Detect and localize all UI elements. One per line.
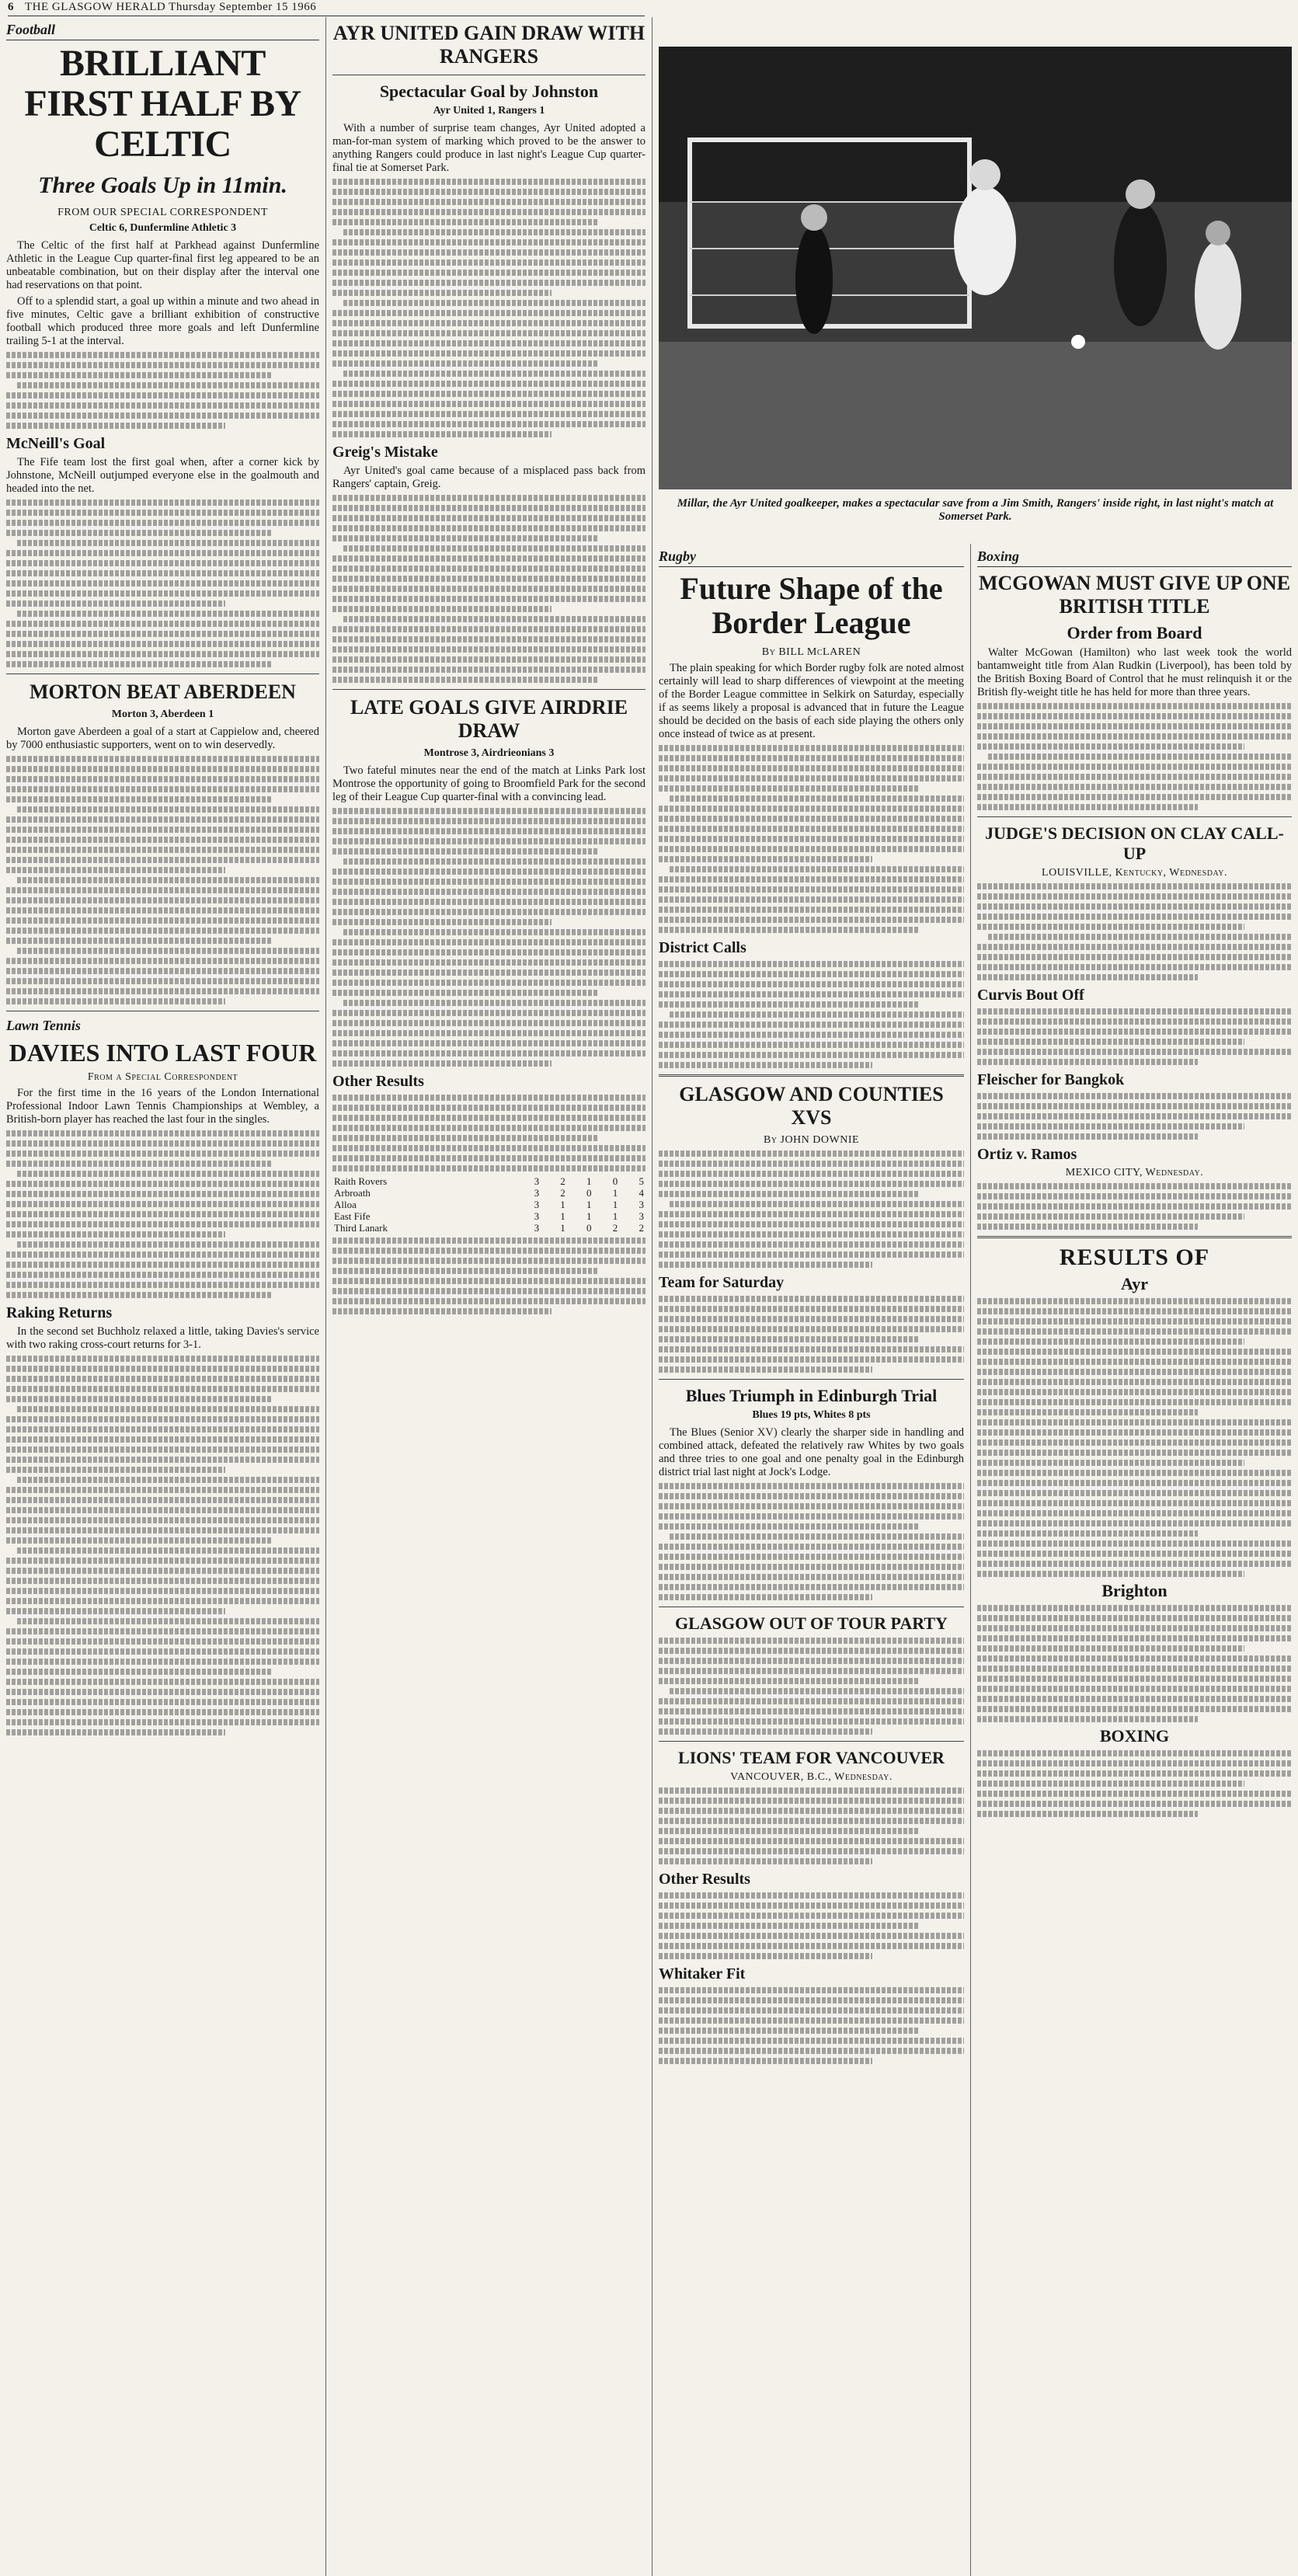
- headline-glasgow-counties: GLASGOW AND COUNTIES XVS: [679, 1083, 944, 1129]
- subhead-district-calls: District Calls: [659, 939, 746, 956]
- table-row: Alloa 3 1 1 1 3: [334, 1199, 644, 1210]
- subhead-team-saturday: Team for Saturday: [659, 1274, 785, 1291]
- headline-border-league: Future Shape of the Border League: [680, 571, 943, 640]
- subhead-mcneill: McNeill's Goal: [6, 435, 106, 452]
- article-celtic-p1: The Celtic of the first half at Parkhead against Dunfermline Athletic in the League Cup quarter-final first leg appeared to be an unbeatable combination, but on their display after the interval one had reservations on that point.: [6, 239, 319, 291]
- headline-ayr-united: AYR UNITED GAIN DRAW WITH RANGERS: [332, 22, 646, 68]
- subhead-curvis: Curvis Bout Off: [977, 987, 1084, 1004]
- section-rugby: Rugby: [659, 548, 964, 567]
- headline-blues-triumph: Blues Triumph in Edinburgh Trial: [685, 1386, 938, 1405]
- article-ayr: With a number of surprise team changes, Ayr United adopted a man-for-man system of marking which proved to be the answer to anything Rangers could produce in last night's League Cup quarter-final tie at Somerset Park.: [332, 122, 646, 174]
- article-mcgowan: Walter McGowan (Hamilton) who last week took the world bantamweight title from Alan Rudkin (Liverpool), has been told by the British Boxing Board of Control that he must relinquish it or the British fly-weight title he has held for more than three years.: [977, 646, 1292, 698]
- dateline-vancouver: VANCOUVER, B.C., Wednesday.: [730, 1771, 893, 1783]
- subhead-whitaker: Whitaker Fit: [659, 1965, 746, 1982]
- headline-morton: MORTON BEAT ABERDEEN: [30, 681, 296, 703]
- article-mcneill: The Fife team lost the first goal when, after a corner kick by Johnstone, McNeill outjumped everyone else in the goalmouth and headed into the net.: [6, 456, 319, 495]
- headline-glasgow-out: GLASGOW OUT OF TOUR PARTY: [675, 1613, 948, 1633]
- section-football: Football: [6, 22, 319, 40]
- headline-spectacular-goal: Spectacular Goal by Johnston: [379, 82, 599, 101]
- subhead-other-results-football: Other Results: [332, 1073, 424, 1090]
- masthead-title: THE GLASGOW HERALD Thursday September 15 1966: [24, 1, 317, 13]
- article-greig: Ayr United's goal came because of a misplaced pass back from Rangers' captain, Greig.: [332, 465, 646, 490]
- score-morton: Morton 3, Aberdeen 1: [111, 708, 214, 720]
- score-montrose: Montrose 3, Airdrieonians 3: [423, 747, 555, 759]
- article-raking: In the second set Buchholz relaxed a little, taking Davies's service with two raking cross-court returns for 3-1.: [6, 1325, 319, 1351]
- article-blues: The Blues (Senior XV) clearly the sharper side in handling and combined attack, defeated the relatively raw Whites by two goals and three tries to one goal and one penalty goal in the Edinburgh district trial last night at Jock's Lodge.: [659, 1426, 964, 1478]
- headline-judge-clay: JUDGE'S DECISION ON CLAY CALL-UP: [985, 823, 1284, 863]
- headline-celtic: BRILLIANT FIRST HALF BY CELTIC: [24, 43, 301, 165]
- article-border-league: The plain speaking for which Border rugby folk are noted almost certainly will lead to sharp differences of viewpoint at the meeting of the Border League committee in Selkirk on Saturday, especially if as seems likely a proposal is advanced that in future the League should be decided on the basis of each side playing the others only once instead of twice as at present.: [659, 662, 964, 740]
- byline-davies: From a Special Correspondent: [87, 1071, 238, 1083]
- headline-results: RESULTS OF: [1059, 1244, 1210, 1270]
- dateline-louisville: LOUISVILLE, Kentucky, Wednesday.: [1042, 867, 1227, 879]
- dateline-mexico: MEXICO CITY, Wednesday.: [1065, 1167, 1204, 1178]
- article-morton: Morton gave Aberdeen a goal of a start at Cappielow and, cheered by 7000 enthusiastic supporters, went on to win deservedly.: [6, 726, 319, 751]
- article-celtic-p2: Off to a splendid start, a goal up within a minute and two ahead in five minutes, Celtic gave a brilliant exhibition of constructive football which produced three more goals and left Dunfermline trailing 5-1 at the interval.: [6, 295, 319, 347]
- headline-davies: DAVIES INTO LAST FOUR: [9, 1039, 317, 1067]
- column-boxing-results: [971, 544, 1298, 2576]
- table-row: Raith Rovers 3 2 1 0 5: [334, 1175, 644, 1187]
- subhead-other-results-rugby: Other Results: [659, 1871, 750, 1888]
- table-row: East Fife 3 1 1 1 3: [334, 1210, 644, 1222]
- byline-mclaren: By BILL McLAREN: [761, 646, 861, 658]
- article-davies: For the first time in the 16 years of the London International Professional Indoor Lawn Tennis Championships at Wembley, a British-born player has reached the last four in the singles.: [6, 1087, 319, 1126]
- score-blues: Blues 19 pts, Whites 8 pts: [752, 1409, 871, 1421]
- photo-caption: Millar, the Ayr United goalkeeper, makes a spectacular save from a Jim Smith, Rangers' inside right, in last night's match at Somerset Park.: [677, 497, 1274, 523]
- column-football: [0, 17, 326, 2576]
- headline-late-goals: LATE GOALS GIVE AIRDRIE DRAW: [350, 696, 628, 742]
- subhead-ortiz: Ortiz v. Ramos: [977, 1146, 1077, 1163]
- section-lawn-tennis: Lawn Tennis: [6, 1018, 81, 1033]
- byline-celtic: FROM OUR SPECIAL CORRESPONDENT: [57, 207, 268, 218]
- table-row: Arbroath 3 2 0 1 4: [334, 1187, 644, 1199]
- subhead-raking: Raking Returns: [6, 1304, 113, 1321]
- byline-downie: By JOHN DOWNIE: [763, 1134, 860, 1146]
- headline-lions: LIONS' TEAM FOR VANCOUVER: [678, 1748, 945, 1767]
- subhead-brighton: Brighton: [1101, 1581, 1168, 1600]
- subhead-fleischer: Fleischer for Bangkok: [977, 1071, 1125, 1088]
- subhead-greig: Greig's Mistake: [332, 444, 438, 461]
- subhead-order-board: Order from Board: [1067, 623, 1202, 642]
- score-ayr: Ayr United 1, Rangers 1: [433, 105, 545, 117]
- subhead-boxing-small: BOXING: [1099, 1726, 1170, 1746]
- masthead: [8, 0, 645, 16]
- league-table: [332, 1175, 646, 1234]
- section-boxing: Boxing: [977, 548, 1292, 567]
- table-row: Third Lanark 3 1 0 2 2: [334, 1222, 644, 1234]
- column-ayr-rangers: [326, 17, 652, 2576]
- match-photo: [659, 47, 1292, 489]
- photo-image: [659, 47, 1292, 489]
- page-number: 6: [8, 1, 14, 13]
- score-celtic: Celtic 6, Dunfermline Athletic 3: [89, 222, 237, 234]
- column-rugby: [652, 544, 971, 2576]
- subhead-ayr: Ayr: [1120, 1274, 1149, 1293]
- article-late-goals: Two fateful minutes near the end of the match at Links Park lost Montrose the opportunity of going to Broomfield Park for the second leg of their League Cup quarter-final with a convincing lead.: [332, 764, 646, 803]
- subhead-three-goals: Three Goals Up in 11min.: [38, 172, 287, 198]
- headline-mcgowan: MCGOWAN MUST GIVE UP ONE BRITISH TITLE: [978, 572, 1291, 618]
